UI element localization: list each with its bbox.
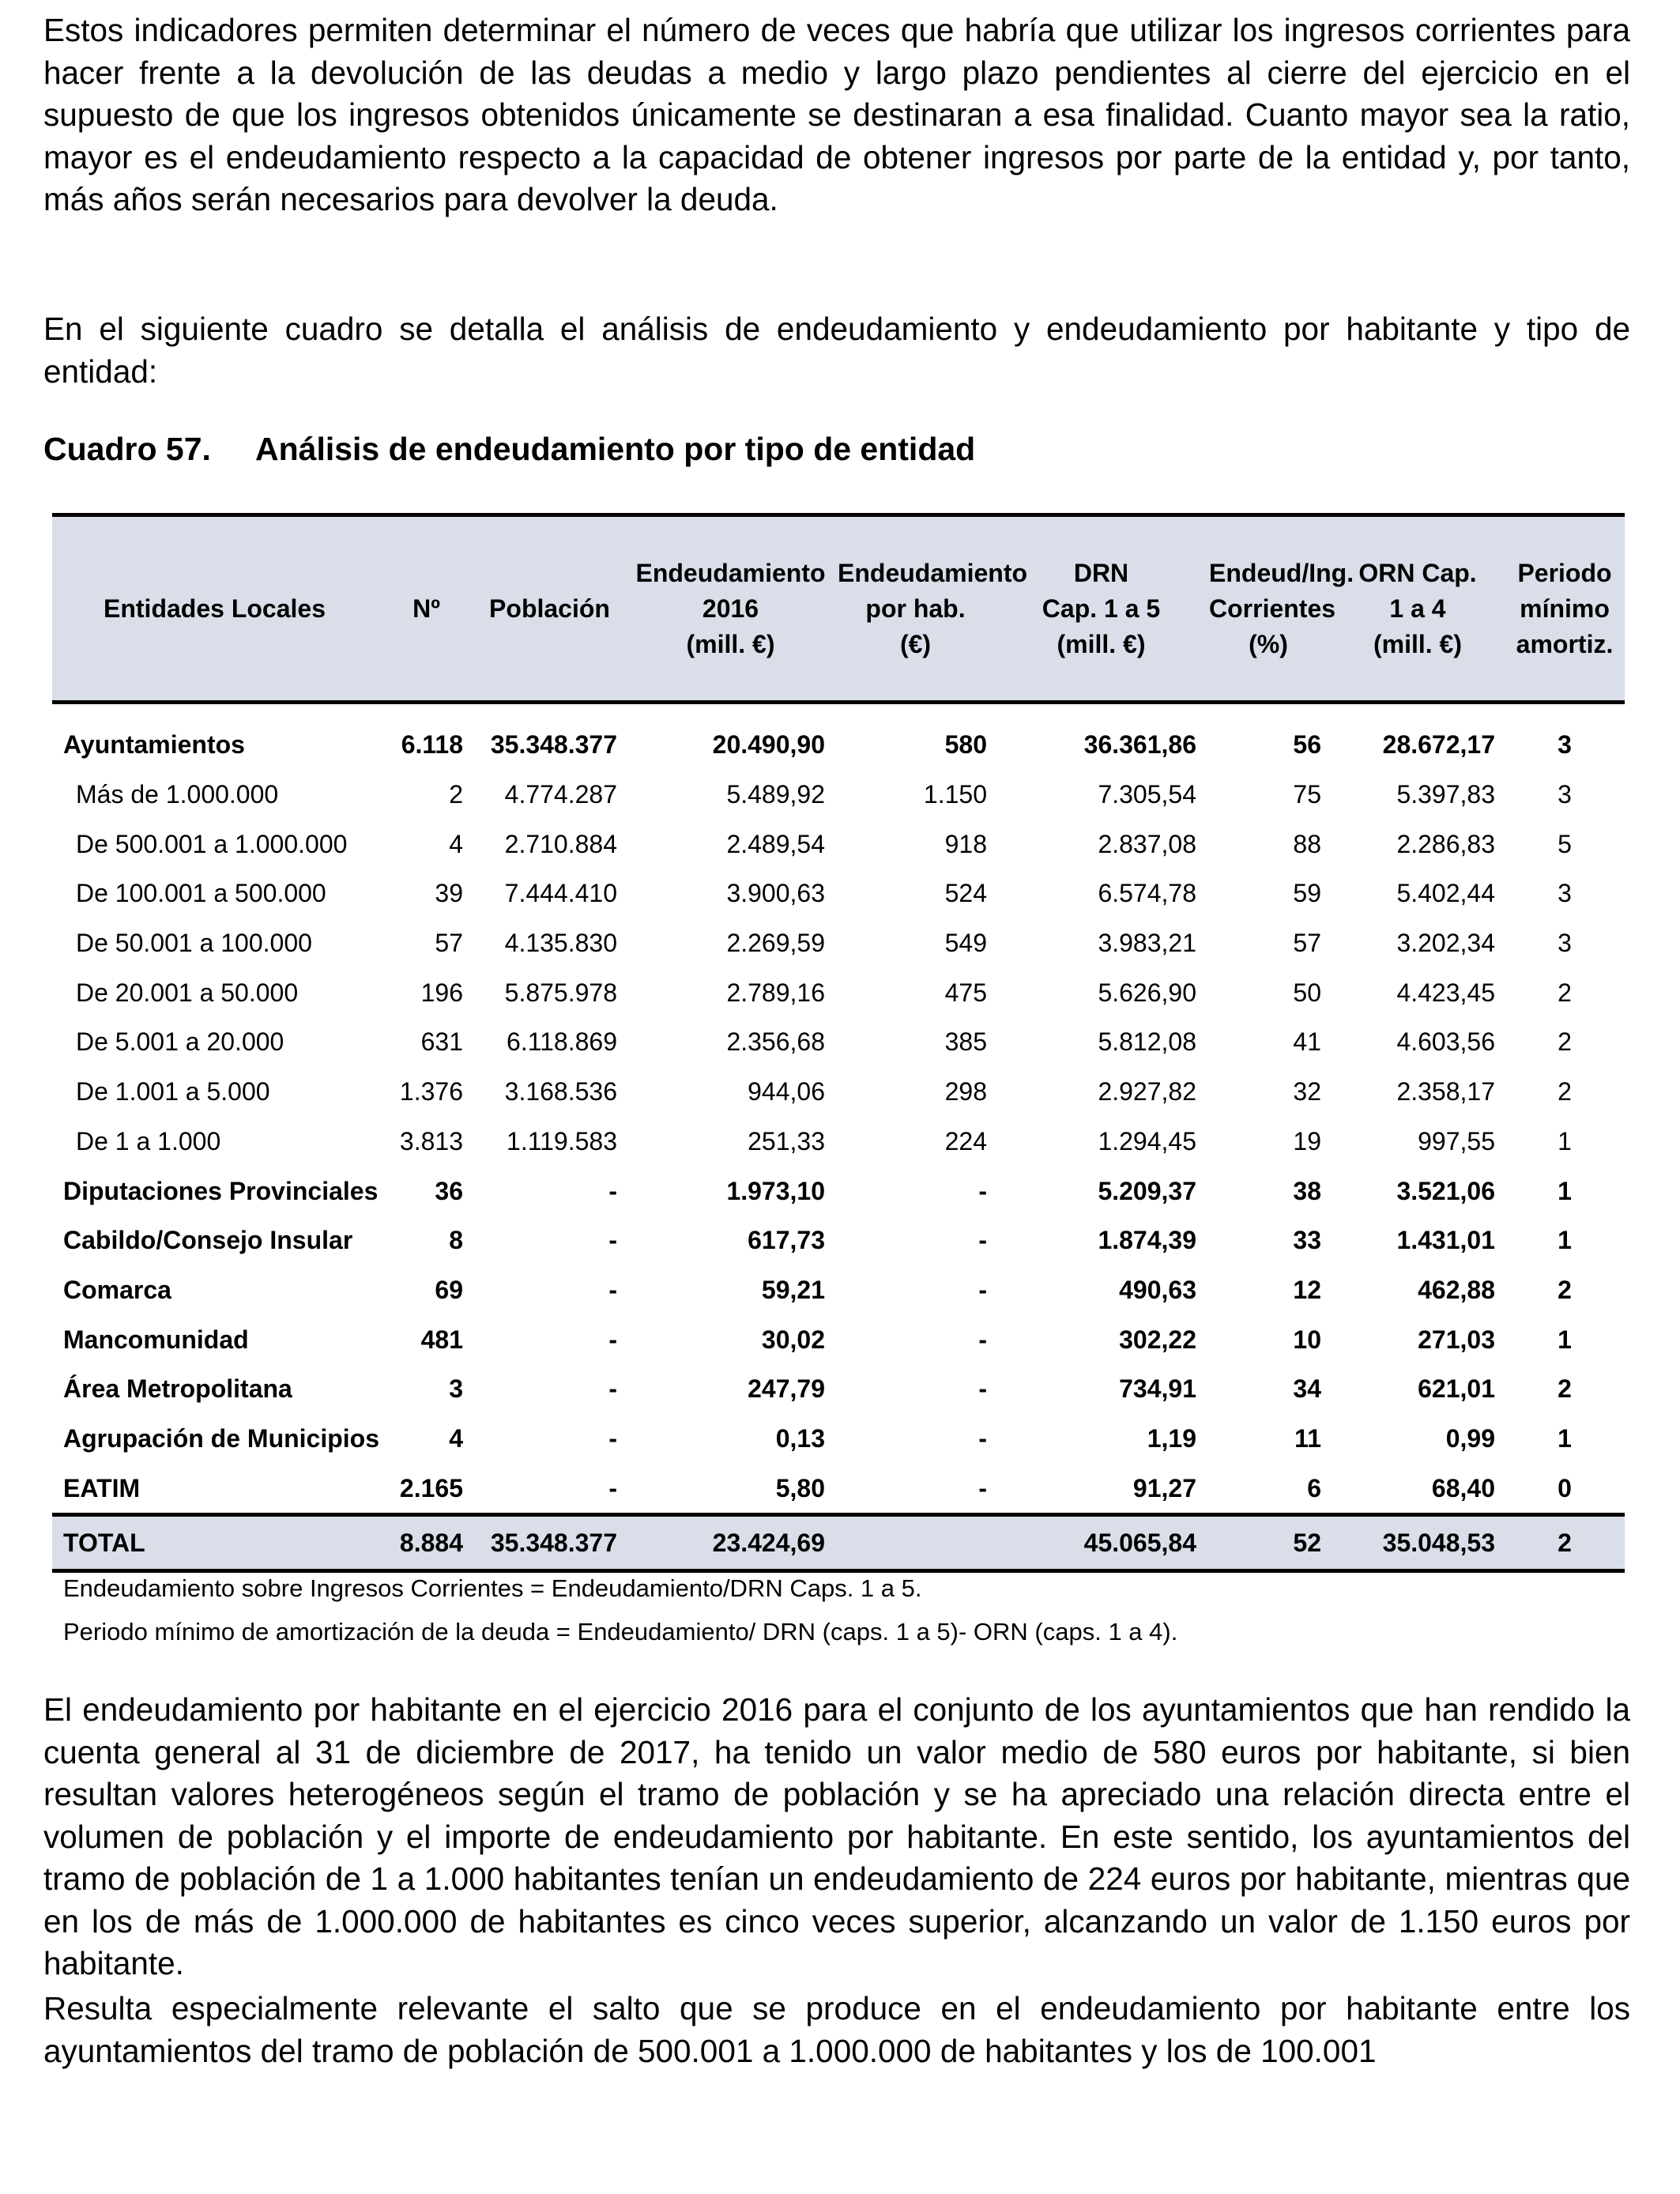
table-cell: 621,01 <box>1418 1374 1495 1404</box>
table-cell: 5.489,92 <box>726 780 825 809</box>
table-cell: 4.423,45 <box>1396 978 1495 1007</box>
table-cell: 32 <box>1293 1077 1321 1106</box>
table-cell: 57 <box>1293 929 1321 958</box>
table-cell: 35.348.377 <box>490 730 617 760</box>
table-body <box>52 703 1625 1515</box>
row-label: Ayuntamientos <box>63 730 245 760</box>
table-cell: - <box>608 1325 617 1354</box>
table-cell: 0,99 <box>1445 1423 1495 1453</box>
column-header <box>1331 515 1505 703</box>
table-row <box>52 819 1625 869</box>
table-cell: 6 <box>1307 1473 1321 1502</box>
table-cell: 1.874,39 <box>1098 1226 1196 1255</box>
table-cell: 475 <box>944 978 987 1007</box>
table-cell: - <box>978 1374 987 1404</box>
table-cell: 41 <box>1293 1027 1321 1057</box>
table-cell: 5.626,90 <box>1098 978 1196 1007</box>
table-cell: 997,55 <box>1418 1126 1495 1155</box>
table-cell: 3 <box>1558 929 1572 958</box>
column-header <box>380 515 473 703</box>
table-row <box>52 1216 1625 1265</box>
table-cell: 3.983,21 <box>1098 929 1196 958</box>
row-label: De 5.001 a 20.000 <box>76 1027 284 1057</box>
table-cell: 2.489,54 <box>726 829 825 858</box>
table-cell: 69 <box>435 1275 463 1304</box>
column-header <box>1206 515 1354 703</box>
table-cell: 3 <box>449 1374 463 1404</box>
row-label: De 100.001 a 500.000 <box>76 879 326 908</box>
column-header-line: ORN Cap. <box>1358 558 1477 587</box>
table-cell: 2 <box>1558 1027 1572 1057</box>
table-cell: 4.774.287 <box>504 780 617 809</box>
table-row <box>52 869 1625 918</box>
total-label: TOTAL <box>52 1515 380 1571</box>
column-header <box>473 515 627 703</box>
table-cell: 2.165 <box>399 1473 463 1502</box>
table-cell: 3 <box>1558 730 1572 760</box>
table-cell: 3.813 <box>399 1126 463 1155</box>
table-cell: 2.927,82 <box>1098 1077 1196 1106</box>
table-cell: 298 <box>944 1077 987 1106</box>
table-cell: 4 <box>449 1423 463 1453</box>
table-footer <box>52 1515 1625 1571</box>
caption-number: Cuadro 57. <box>43 431 211 467</box>
table-cell: 19 <box>1293 1126 1321 1155</box>
table-row <box>52 1314 1625 1364</box>
row-label: De 20.001 a 50.000 <box>76 978 299 1007</box>
column-header <box>52 515 380 703</box>
column-header-line: (mill. €) <box>1373 629 1462 658</box>
table-cell: 59,21 <box>761 1275 825 1304</box>
table-cell: 1 <box>1558 1423 1572 1453</box>
note-line: Endeudamiento sobre Ingresos Corrientes = Endeudamiento/DRN Caps. 1 a 5. <box>63 1574 922 1602</box>
table-cell: - <box>978 1226 987 1255</box>
column-header-line: Corrientes <box>1209 594 1336 623</box>
table-cell: 3.900,63 <box>726 879 825 908</box>
table-cell: 1.150 <box>923 780 987 809</box>
table-cell: 271,03 <box>1418 1325 1495 1354</box>
table-cell: - <box>978 1275 987 1304</box>
table-cell: 5.402,44 <box>1396 879 1495 908</box>
table-cell: 524 <box>944 879 987 908</box>
note-line: Periodo mínimo de amortización de la deuda = Endeudamiento/ DRN (caps. 1 a 5)- ORN (caps. 1 a 4). <box>63 1618 1178 1646</box>
table-cell: 3 <box>1558 879 1572 908</box>
table-cell: 549 <box>944 929 987 958</box>
table-cell: - <box>978 1325 987 1354</box>
table-row <box>52 1017 1625 1067</box>
table-cell: - <box>978 1473 987 1502</box>
table-cell: 5.875.978 <box>504 978 617 1007</box>
total-cell: 35.348.377 <box>473 1515 627 1571</box>
table-cell: 5 <box>1558 829 1572 858</box>
table-cell: 36 <box>435 1176 463 1205</box>
total-cell <box>834 1515 996 1571</box>
column-header-line: Endeud/Ing. <box>1209 558 1354 587</box>
table-cell: 4.135.830 <box>504 929 617 958</box>
table-cell: 1.119.583 <box>507 1126 617 1155</box>
table-cell: 1 <box>1558 1126 1572 1155</box>
column-header-line: por hab. <box>865 594 966 623</box>
table-header <box>52 515 1625 703</box>
table-cell: 385 <box>944 1027 987 1057</box>
table-row <box>52 720 1625 770</box>
table-cell: 57 <box>435 929 463 958</box>
table-cell: 5.209,37 <box>1098 1176 1196 1205</box>
table-cell: - <box>978 1176 987 1205</box>
table-cell: 28.672,17 <box>1382 730 1495 760</box>
row-label: Comarca <box>63 1275 171 1304</box>
table-cell: 5.397,83 <box>1396 780 1495 809</box>
table-cell: 196 <box>420 978 463 1007</box>
table-cell: 2.358,17 <box>1396 1077 1495 1106</box>
table-row <box>52 1364 1625 1414</box>
table-cell: 2 <box>1558 1077 1572 1106</box>
table-cell: - <box>608 1275 617 1304</box>
column-header <box>627 515 834 703</box>
debt-analysis-table-wrapper <box>52 513 1625 1573</box>
caption-title: Análisis de endeudamiento por tipo de entidad <box>255 431 976 467</box>
row-label: Cabildo/Consejo Insular <box>63 1226 353 1255</box>
column-header-line: mínimo <box>1520 594 1610 623</box>
total-row <box>52 1515 1625 1571</box>
table-cell: 3.202,34 <box>1396 929 1495 958</box>
table-cell: 734,91 <box>1119 1374 1196 1404</box>
column-header-line: (mill. €) <box>686 629 775 658</box>
table-cell: 2.356,68 <box>726 1027 825 1057</box>
continuation-paragraph: Resulta especialmente relevante el salto que se produce en el endeudamiento por habitante entre los ayuntamientos del tramo de población de 500.001 a 1.000.000 de habitantes y los de 100.001 <box>43 1990 1630 2069</box>
row-label: De 500.001 a 1.000.000 <box>76 829 348 858</box>
table-cell: 7.444.410 <box>504 879 617 908</box>
table-cell: 0 <box>1558 1473 1572 1502</box>
table-cell: - <box>608 1226 617 1255</box>
table-cell: 1,19 <box>1147 1423 1196 1453</box>
table-cell: 10 <box>1293 1325 1321 1354</box>
table-row <box>52 967 1625 1017</box>
table-cell: 918 <box>944 829 987 858</box>
table-cell: 1.294,45 <box>1098 1126 1196 1155</box>
table-row <box>52 918 1625 968</box>
table-cell: 5.812,08 <box>1098 1027 1196 1057</box>
column-header <box>996 515 1206 703</box>
column-header-line: 1 a 4 <box>1389 594 1446 623</box>
table-cell: 30,02 <box>761 1325 825 1354</box>
table-cell: 20.490,90 <box>712 730 825 760</box>
table-row <box>52 1166 1625 1216</box>
table-cell: 580 <box>944 730 987 760</box>
table-cell: 4.603,56 <box>1396 1027 1495 1057</box>
row-label: Diputaciones Provinciales <box>63 1176 379 1205</box>
table-row <box>52 1463 1625 1514</box>
table-cell: 6.574,78 <box>1098 879 1196 908</box>
table-row <box>52 1414 1625 1464</box>
column-header <box>834 515 1028 703</box>
table-cell: 1 <box>1558 1325 1572 1354</box>
table-cell: 12 <box>1293 1275 1321 1304</box>
column-header-line: (mill. €) <box>1057 629 1146 658</box>
debt-analysis-table <box>52 513 1625 1573</box>
column-header-line: Endeudamiento <box>635 558 826 587</box>
table-cell: - <box>608 1423 617 1453</box>
table-cell: 2 <box>449 780 463 809</box>
table-cell: 2.837,08 <box>1098 829 1196 858</box>
row-label: De 1.001 a 5.000 <box>76 1077 270 1106</box>
table-cell: 6.118.869 <box>507 1027 617 1057</box>
table-cell: 7.305,54 <box>1098 780 1196 809</box>
column-header <box>1505 515 1625 703</box>
table-cell: 617,73 <box>748 1226 825 1255</box>
table-cell: 1.973,10 <box>726 1176 825 1205</box>
header-spacer-row <box>52 703 1625 721</box>
column-header-line: Entidades Locales <box>104 594 326 623</box>
table-cell: 68,40 <box>1431 1473 1495 1502</box>
table-cell: 944,06 <box>748 1077 825 1106</box>
row-label: Agrupación de Municipios <box>63 1423 380 1453</box>
table-cell: 33 <box>1293 1226 1321 1255</box>
total-cell: 8.884 <box>380 1515 473 1571</box>
table-cell: - <box>608 1473 617 1502</box>
header-row <box>52 515 1625 703</box>
table-cell: - <box>608 1374 617 1404</box>
table-cell: 2 <box>1558 1275 1572 1304</box>
total-cell: 52 <box>1206 1515 1331 1571</box>
table-cell: 8 <box>449 1226 463 1255</box>
row-label: De 50.001 a 100.000 <box>76 929 312 958</box>
table-cell: 38 <box>1293 1176 1321 1205</box>
table-cell: 39 <box>435 879 463 908</box>
column-header-line: (€) <box>899 629 932 658</box>
table-row <box>52 1117 1625 1167</box>
table-row <box>52 770 1625 820</box>
table-cell: 56 <box>1293 730 1321 760</box>
column-header-line: DRN <box>1073 558 1129 587</box>
table-cell: 3.521,06 <box>1396 1176 1495 1205</box>
table-cell: 1.376 <box>399 1077 463 1106</box>
total-cell: 45.065,84 <box>996 1515 1206 1571</box>
table-cell: - <box>608 1176 617 1205</box>
table-cell: 1 <box>1558 1176 1572 1205</box>
table-cell: 3.168.536 <box>504 1077 617 1106</box>
table-cell: 88 <box>1293 829 1321 858</box>
column-header-line: (%) <box>1249 629 1288 658</box>
row-label: EATIM <box>63 1473 141 1502</box>
table-row <box>52 1067 1625 1117</box>
table-intro-paragraph: En el siguiente cuadro se detalla el análisis de endeudamiento y endeudamiento por habitante y tipo de entidad: <box>43 311 1630 390</box>
table-cell: 1 <box>1558 1226 1572 1255</box>
table-cell: 91,27 <box>1132 1473 1196 1502</box>
table-cell: 2.789,16 <box>726 978 825 1007</box>
table-cell: 2 <box>1558 978 1572 1007</box>
table-cell: 5,80 <box>775 1473 825 1502</box>
table-cell: 251,33 <box>748 1126 825 1155</box>
table-cell: - <box>978 1423 987 1453</box>
table-cell: 1.431,01 <box>1396 1226 1495 1255</box>
table-cell: 50 <box>1293 978 1321 1007</box>
total-cell: 35.048,53 <box>1331 1515 1505 1571</box>
table-cell: 631 <box>420 1027 463 1057</box>
table-cell: 224 <box>944 1126 987 1155</box>
table-cell: 302,22 <box>1119 1325 1196 1354</box>
column-header-line: Endeudamiento <box>838 558 1028 587</box>
row-label: Más de 1.000.000 <box>76 780 279 809</box>
column-header-line: Nº <box>412 594 440 623</box>
intro-paragraph: Estos indicadores permiten determinar el número de veces que habría que utilizar los ingresos corrientes para hacer frente a la devolución de las deudas a medio y largo plazo pendientes al cierre del ejercicio en el supuesto de que los ingresos obtenidos únicamente se destinaran a esa finalidad. Cuanto mayor sea la ratio, mayor es el endeudamiento respecto a la capacidad de obtener ingresos por parte de la entidad y, por tanto, más años serán necesarios para devolver la deuda. <box>43 12 1630 217</box>
table-cell: 4 <box>449 829 463 858</box>
total-cell: 23.424,69 <box>627 1515 834 1571</box>
row-label: Área Metropolitana <box>63 1374 292 1404</box>
column-header-line: Población <box>489 594 610 623</box>
table-cell: 34 <box>1293 1374 1321 1404</box>
table-row <box>52 1265 1625 1315</box>
column-header-line: amortiz. <box>1516 629 1614 658</box>
table-caption <box>43 431 975 468</box>
table-cell: 481 <box>420 1325 463 1354</box>
table-cell: 3 <box>1558 780 1572 809</box>
analysis-paragraph: El endeudamiento por habitante en el ejercicio 2016 para el conjunto de los ayuntamientos que han rendido la cuenta general al 31 de diciembre de 2017, ha tenido un valor medio de 580 euros por habitante, si bien resultan valores heterogéneos según el tramo de población y se ha apreciado una relación directa entre el volumen de población y el importe de endeudamiento por habitante. En este sentido, los ayuntamientos del tramo de población de 1 a 1.000 habitantes tenían un endeudamiento de 224 euros por habitante, mientras que en los de más de 1.000.000 de habitantes es cinco veces superior, alcanzando un valor de 1.150 euros por habitante. <box>43 1691 1630 1981</box>
column-header-line: Cap. 1 a 5 <box>1042 594 1161 623</box>
column-header-line: Periodo <box>1517 558 1612 587</box>
table-cell: 0,13 <box>775 1423 825 1453</box>
table-cell: 247,79 <box>748 1374 825 1404</box>
row-label: De 1 a 1.000 <box>76 1126 221 1155</box>
total-cell: 2 <box>1505 1515 1625 1571</box>
column-header-line: 2016 <box>702 594 759 623</box>
table-cell: 490,63 <box>1119 1275 1196 1304</box>
table-cell: 36.361,86 <box>1083 730 1196 760</box>
table-cell: 6.118 <box>401 730 463 760</box>
table-notes <box>63 1566 1177 1653</box>
table-cell: 2.710.884 <box>504 829 617 858</box>
table-cell: 75 <box>1293 780 1321 809</box>
table-cell: 462,88 <box>1418 1275 1495 1304</box>
table-cell: 59 <box>1293 879 1321 908</box>
table-cell: 2 <box>1558 1374 1572 1404</box>
table-cell: 2.286,83 <box>1396 829 1495 858</box>
table-cell: 11 <box>1294 1423 1321 1453</box>
table-cell: 2.269,59 <box>726 929 825 958</box>
row-label: Mancomunidad <box>63 1325 249 1354</box>
